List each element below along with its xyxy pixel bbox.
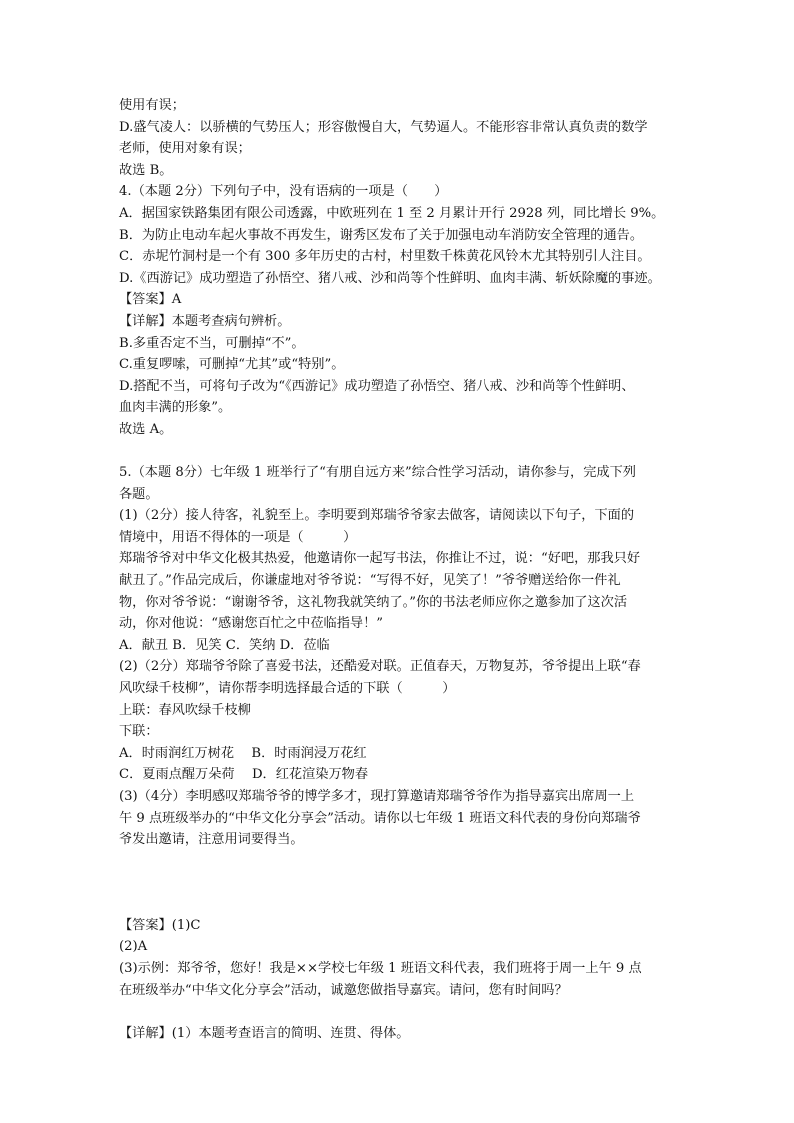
question-4-option-a: A．据国家铁路集团有限公司透露，中欧班列在 1 至 2 月累计开行 2928 列，同比增长 9%。 — [119, 205, 665, 221]
spacer — [119, 1001, 687, 1023]
question-4-option-c: C．赤坭竹洞村是一个有 300 多年历史的古村，村里数千株黄花风铃木尤其特别引人注目。 — [119, 249, 651, 265]
text-line: 郑瑞爷爷对中华文化极其热爱，他邀请你一起写书法，你推让不过，说：“好吧，那我只好 — [119, 551, 641, 567]
text-line: 血肉丰满的形象”。 — [119, 400, 232, 416]
text-line: 风吹绿千枝柳”，请你帮李明选择最合适的下联（ ） — [119, 681, 456, 697]
spacer — [119, 441, 687, 463]
text-line: 在班级举办“中华文化分享会”活动，诚邀您做指导嘉宾。请问，您有时间吗？ — [119, 982, 568, 998]
text-line: 故选 B。 — [119, 162, 173, 178]
text-line: 下联： — [119, 724, 159, 740]
question-5-stem: 5.（本题 8分）七年级 1 班举行了“有朋自远方来”综合性学习活动，请你参与，完成下列 — [119, 465, 636, 481]
question-4-stem: 4.（本题 2分）下列句子中，没有语病的一项是（ ） — [119, 184, 448, 200]
question-5-part-3: (3)（4分）李明感叹郑瑞爷爷的博学多才，现打算邀请郑瑞爷爷作为指导嘉宾出席周一上 — [119, 789, 635, 804]
text-line: D.盛气凌人：以骄横的气势压人；形容傲慢自大，气势逼人。不能形容非常认真负责的数学 — [119, 119, 648, 135]
text-line: D.搭配不当，可将句子改为“《西游记》成功塑造了孙悟空、猪八戒、沙和尚等个性鲜明、 — [119, 378, 635, 394]
text-line: 爷发出邀请，注意用词要得当。 — [119, 832, 304, 848]
text-line: 午 9 点班级举办的“中华文化分享会”活动。请你以七年级 1 班语文科代表的身份向郑瑞爷 — [119, 810, 641, 826]
question-5-part-2-options-ab: A．时雨润红万树花 B．时雨润浸万花红 — [119, 745, 367, 761]
question-5-part-2: (2)（2分）郑瑞爷爷除了喜爱书法，还酷爱对联。正值春天，万物复苏，爷爷提出上联“春 — [119, 659, 641, 675]
question-5-answer: 【答案】(1)C — [119, 917, 201, 933]
text-line: B.多重否定不当，可删掉“不”。 — [119, 335, 305, 351]
text-line: 使用有误； — [119, 98, 185, 113]
question-4-option-b: B．为防止电动车起火事故不再发生，谢秀区发布了关于加强电动车消防安全管理的通告。 — [119, 227, 643, 243]
question-5-explanation: 【详解】(1）本题考查语言的简明、连贯、得体。 — [119, 1025, 410, 1041]
text-line: (3)示例：郑爷爷，您好！我是××学校七年级 1 班语文科代表，我们班将于周一上午 9 点 — [119, 960, 642, 976]
text-line: 动，你对他说：“感谢您百忙之中莅临指导！” — [119, 616, 384, 632]
text-line: (2)A — [119, 939, 148, 955]
text-line: 各题。 — [119, 486, 159, 502]
text-line: C.重复啰嗦，可删掉“尤其”或“特别”。 — [119, 357, 345, 373]
question-4-answer: 【答案】A — [119, 292, 182, 308]
text-line: 上联：春风吹绿千枝柳 — [119, 702, 251, 718]
text-line: 老师，使用对象有误； — [119, 141, 251, 157]
question-5-part-2-options-cd: C．夏雨点醒万朵荷 D．红花渲染万物春 — [119, 767, 369, 783]
text-line: 献丑了。”作品完成后，你谦虚地对爷爷说：“写得不好，见笑了！”爷爷赠送给你一件礼 — [119, 573, 621, 589]
question-4-explanation: 【详解】本题考查病句辨析。 — [119, 313, 291, 329]
document-body — [119, 95, 687, 1044]
answer-space — [119, 851, 687, 915]
text-line: 物，你对爷爷说：“谢谢爷爷，这礼物我就笑纳了。”你的书法老师应你之邀参加了这次活 — [119, 594, 628, 610]
question-5-part-1: (1)（2分）接人待客，礼貌至上。李明要到郑瑞爷爷家去做客，请阅读以下句子，下面的 — [119, 508, 635, 524]
text-line: 情境中，用语不得体的一项是（ ） — [119, 529, 357, 545]
question-5-part-1-options: A．献丑 B．见笑 C．笑纳 D．莅临 — [119, 637, 330, 653]
question-4-option-d: D.《西游记》成功塑造了孙悟空、猪八戒、沙和尚等个性鲜明、血肉丰满、斩妖除魔的事迹。 — [119, 270, 661, 286]
text-line: 故选 A。 — [119, 421, 173, 437]
